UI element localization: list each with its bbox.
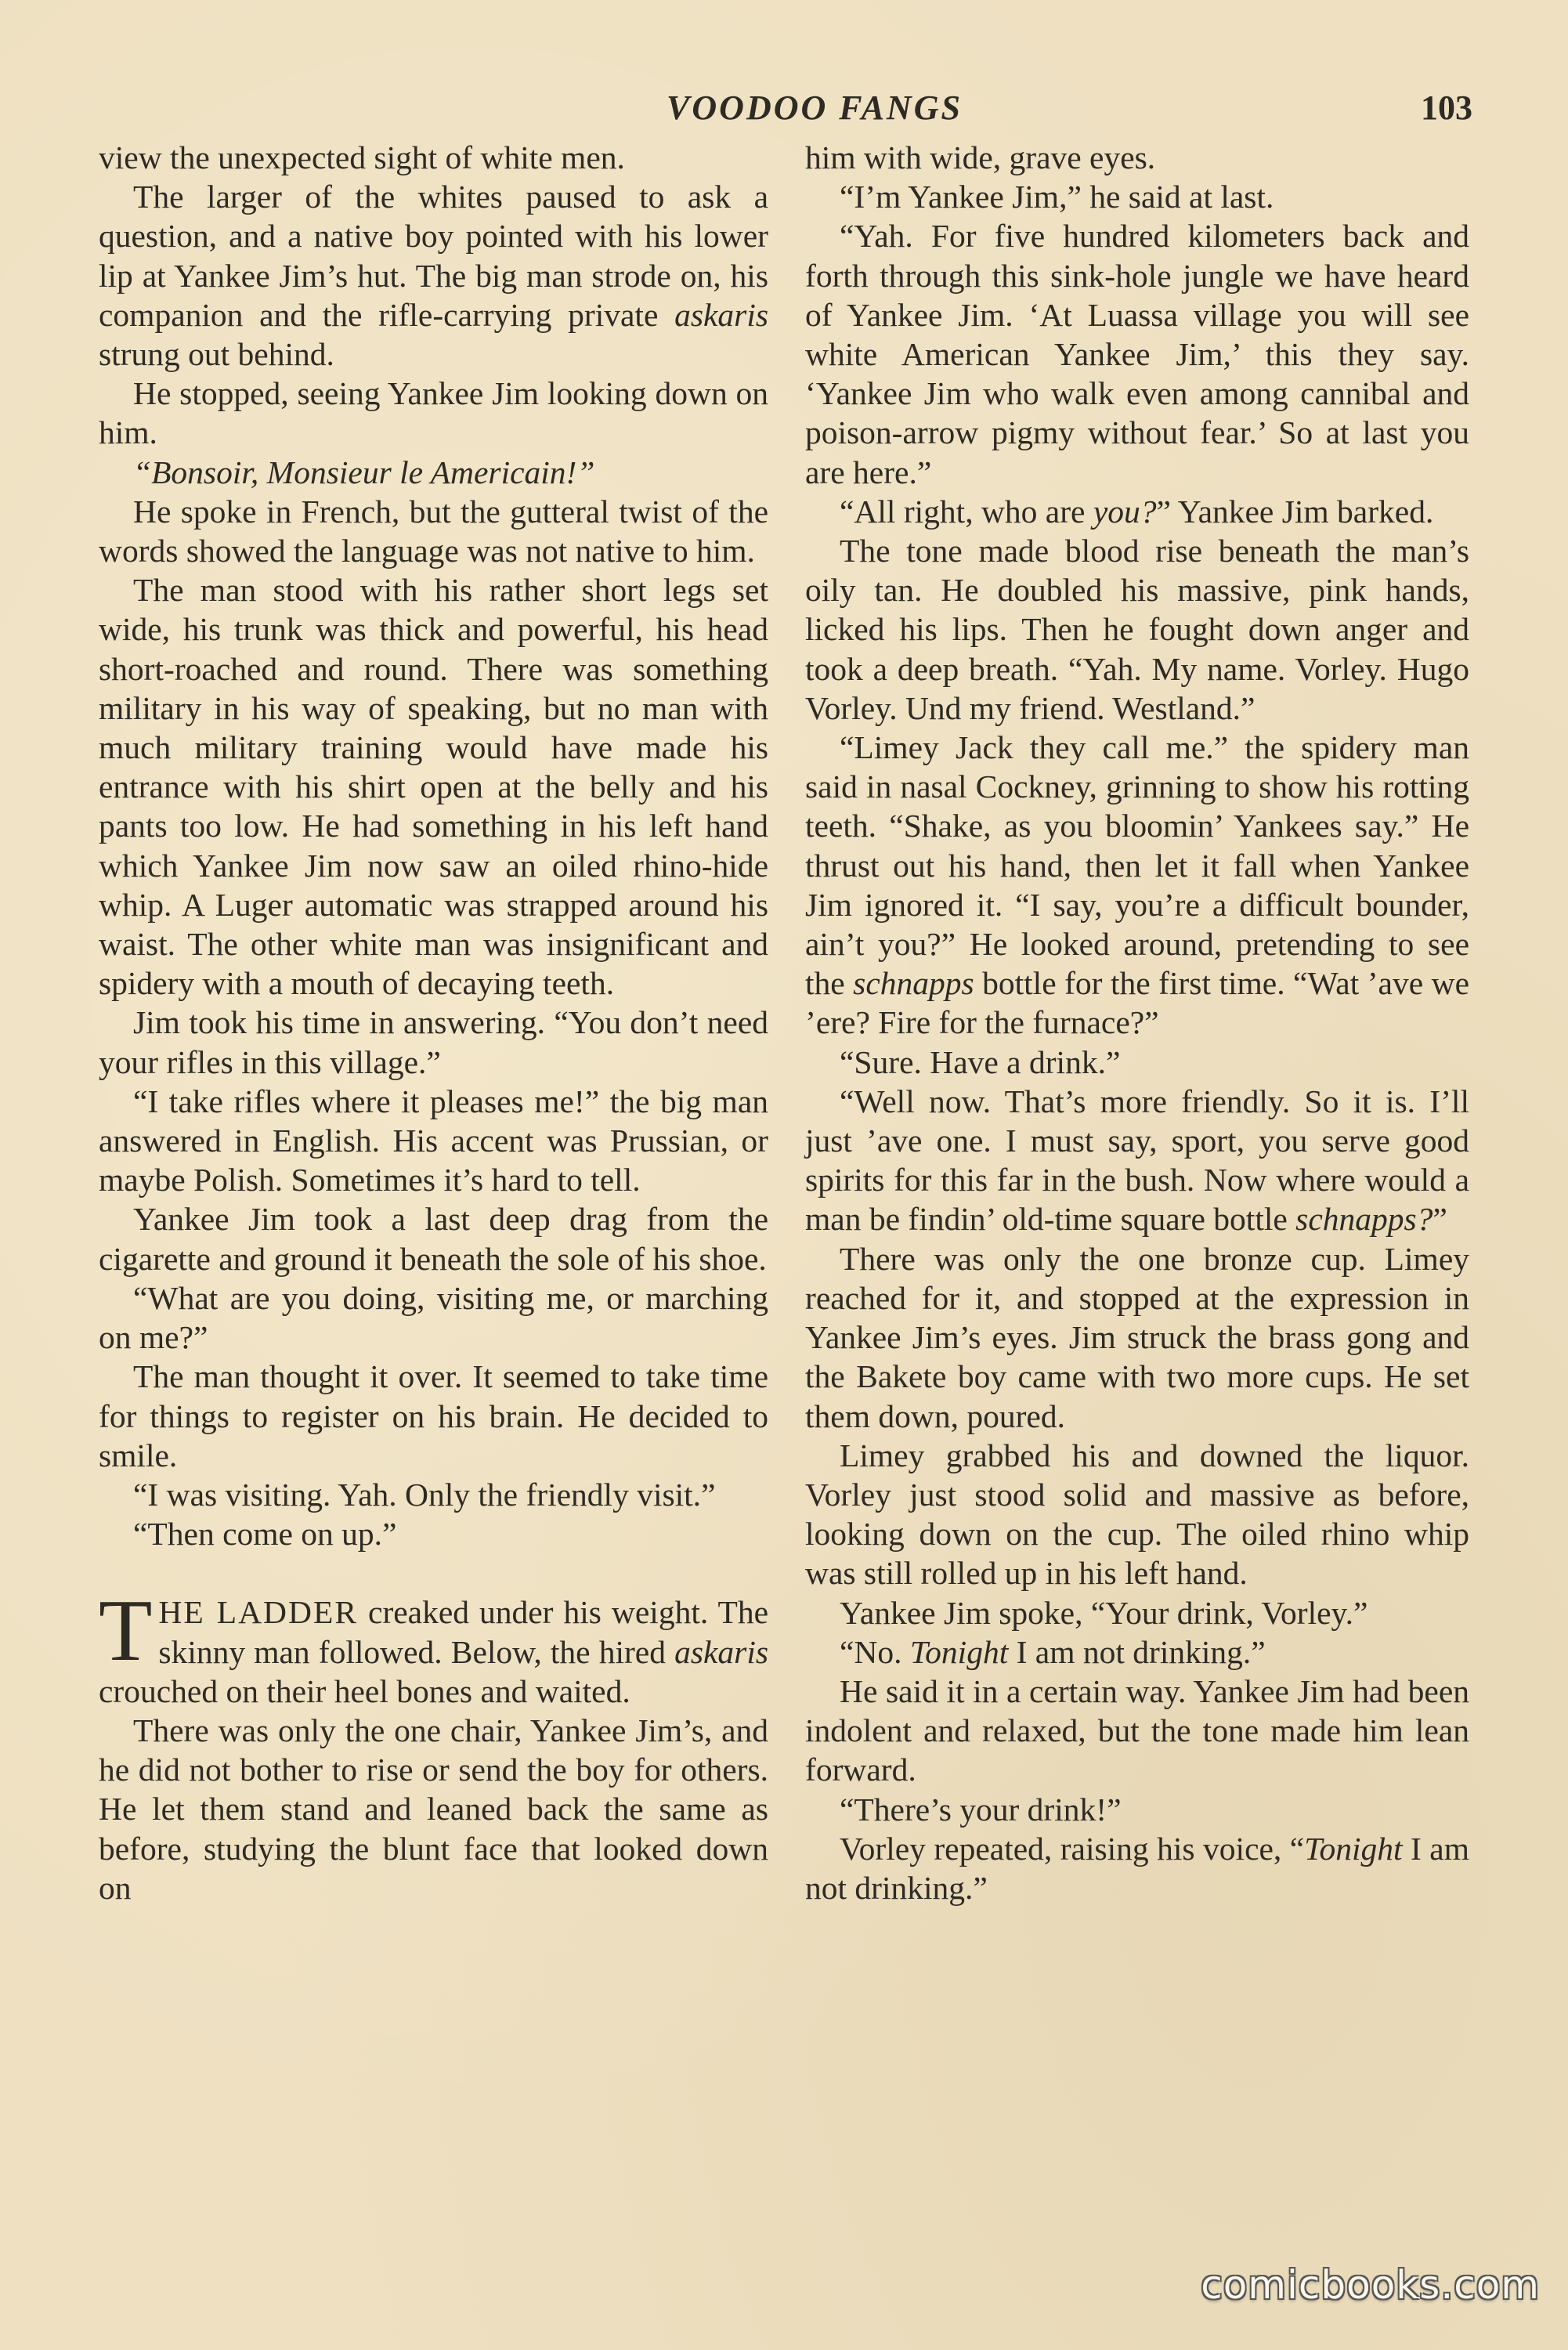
paragraph: “Yah. For five hundred kilometers back and forth through this sink-hole jungle we have heard of Yankee Jim. ‘At Luassa village you will see white American Yankee Jim,’ this they say. ‘Yankee Jim who walk even among cannibal and poison-arrow pigmy without fear.’ So at last you are here.” [805, 218, 1469, 490]
paragraph: Yankee Jim took a last deep drag from the cigarette and ground it beneath the sole of his shoe. [99, 1201, 768, 1277]
paragraph: him with wide, grave eyes. [805, 139, 1156, 175]
paragraph: The man thought it over. It seemed to take time for things to register on his brain. He decided to smile. [99, 1358, 768, 1473]
section-break-paragraph: THE LADDER creaked under his weight. The skinny man followed. Below, the hired askaris crouched on their heel bones and waited. [99, 1582, 768, 1709]
running-head [0, 88, 1568, 135]
paragraph: “I was visiting. Yah. Only the friendly visit.” [133, 1476, 716, 1513]
paragraph: Yankee Jim spoke, “Your drink, Vorley.” [840, 1594, 1368, 1631]
left-column [99, 138, 768, 1907]
paragraph: The larger of the whites paused to ask a question, and a native boy pointed with his lower lip at Yankee Jim’s hut. The big man strode on, his companion and the rifle-carrying private askaris strung out behind. [99, 179, 768, 373]
small-caps-lead: HE LADDER [158, 1594, 359, 1631]
paragraph: There was only the one bronze cup. Limey reached for it, and stopped at the expression in Yankee Jim’s eyes. Jim struck the brass gong and the Bakete boy came with two more cups. He set them down, poured. [805, 1240, 1469, 1434]
paragraph: “Then come on up.” [133, 1516, 397, 1553]
paragraph: “I take rifles where it pleases me!” the big man answered in English. His accent was Prussian, or maybe Polish. Sometimes it’s hard to tell. [99, 1083, 768, 1198]
paragraph [99, 453, 768, 492]
page-number: 103 [1421, 89, 1472, 127]
french-greeting: “Bonsoir, Monsieur le Americain!” [133, 454, 595, 490]
paragraph: “There’s your drink!” [840, 1791, 1122, 1828]
paragraph: There was only the one chair, Yankee Jim’s, and he did not bother to rise or send the boy for others. He let them stand and leaned back the same as before, studying the blunt face that looked down on [99, 1712, 768, 1906]
running-title: VOODOO FANGS [667, 89, 963, 127]
paragraph: The man stood with his rather short legs set wide, his trunk was thick and powerful, his head short-roached and round. There was something military in his way of speaking, but no man with much military training would have made his entrance with his shirt open at the belly and his pants too low. He had something in his left hand which Yankee Jim now saw an oiled rhino-hide whip. A Luger automatic was strapped around his waist. The other white man was insignificant and spidery with a mouth of decaying teeth. [99, 572, 768, 1002]
paragraph: “No. Tonight I am not drinking.” [840, 1633, 1266, 1670]
paragraph: “I’m Yankee Jim,” he said at last. [840, 179, 1274, 215]
drop-cap: T [99, 1582, 153, 1680]
paragraph: He said it in a certain way. Yankee Jim had been indolent and relaxed, but the tone made him lean forward. [805, 1672, 1469, 1788]
right-column [805, 138, 1469, 1907]
paragraph: Limey grabbed his and downed the liquor. Vorley just stood solid and massive as before, looking down on the cup. The oiled rhino whip was still rolled up in his left hand. [805, 1437, 1469, 1592]
paragraph: view the unexpected sight of white men. [99, 139, 625, 175]
paragraph: He stopped, seeing Yankee Jim looking down on him. [99, 375, 768, 451]
paragraph: He spoke in French, but the gutteral twist of the words showed the language was not native to him. [99, 493, 768, 569]
paragraph: “Well now. That’s more friendly. So it is. I’ll just ’ave one. I must say, sport, you serve good spirits for this far in the bush. Now where would a man be findin’ old-time square bottle schnapps?” [805, 1083, 1469, 1238]
paragraph: “All right, who are you?” Yankee Jim barked. [840, 493, 1434, 530]
paragraph: “Limey Jack they call me.” the spidery man said in nasal Cockney, grinning to show his rotting teeth. “Shake, as you bloomin’ Yankees say.” He thrust out his hand, then let it fall when Yankee Jim ignored it. “I say, you’re a difficult bounder, ain’t you?” He looked around, pretending to see the schnapps bottle for the first time. “Wat ’ave we ’ere? Fire for the furnace?” [805, 729, 1469, 1041]
watermark: comicbooks.com [1201, 2262, 1540, 2308]
paragraph: “Sure. Have a drink.” [840, 1043, 1121, 1080]
paragraph: “What are you doing, visiting me, or marching on me?” [99, 1279, 768, 1356]
paragraph: The tone made blood rise beneath the man’s oily tan. He doubled his massive, pink hands, licked his lips. Then he fought down anger and took a deep breath. “Yah. My name. Vorley. Hugo Vorley. Und my friend. Westland.” [805, 533, 1469, 726]
paragraph: Jim took his time in answering. “You don’t need your rifles in this village.” [99, 1004, 768, 1080]
paragraph: Vorley repeated, raising his voice, “Tonight I am not drinking.” [805, 1830, 1469, 1906]
